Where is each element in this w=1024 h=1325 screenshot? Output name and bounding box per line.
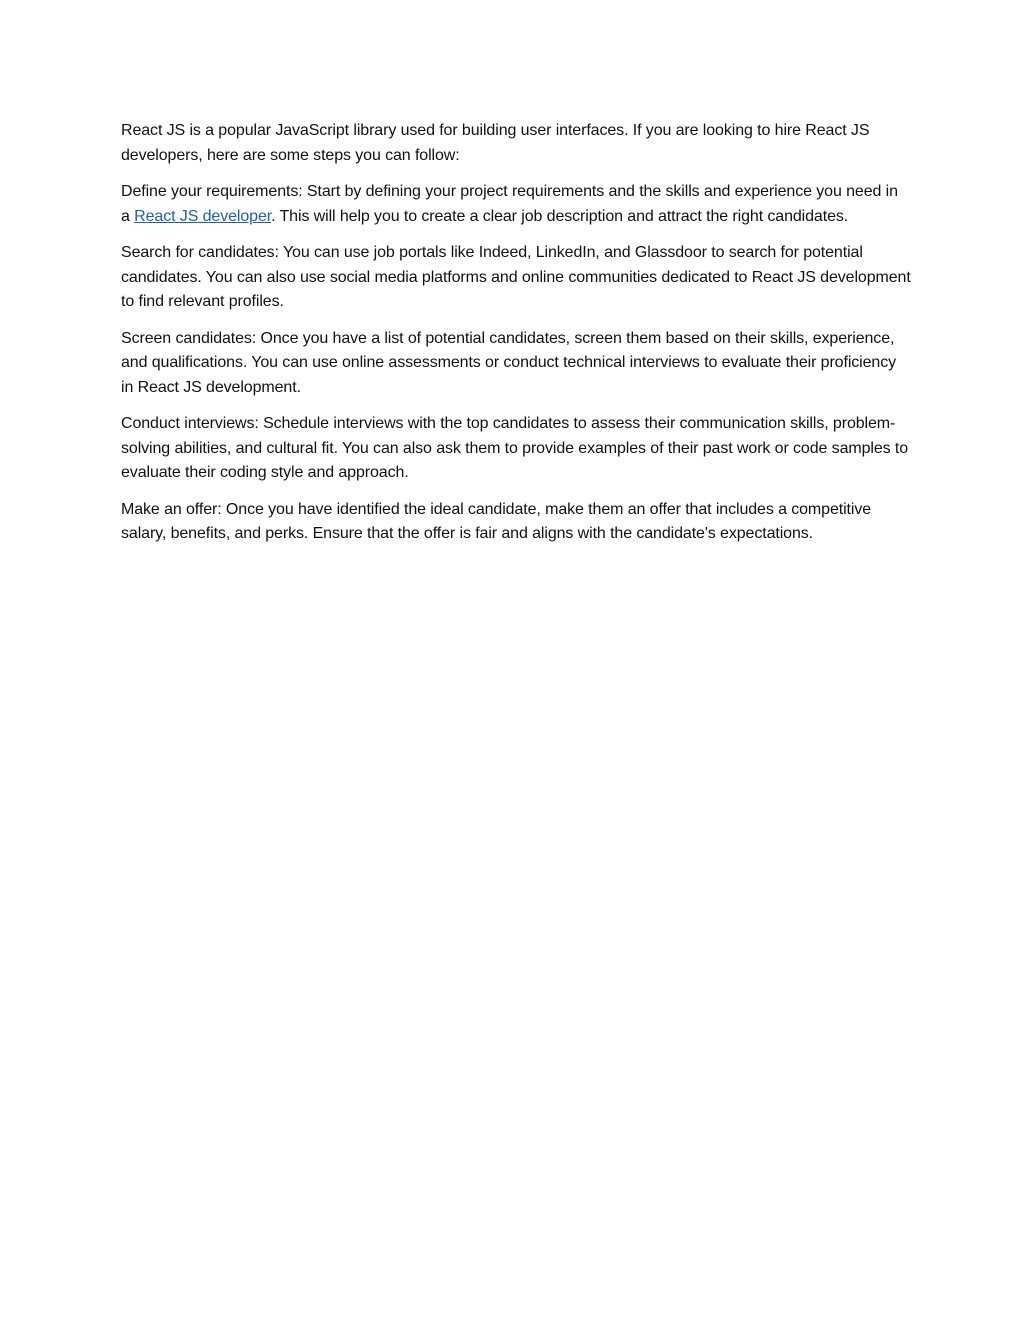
screen-candidates-paragraph: Screen candidates: Once you have a list of potential candidates, screen them based on their skills, experience, and qualifications. You can use online assessments or conduct technical interviews to evaluate their proficiency in React JS development. [121,329,897,396]
define-requirements-paragraph [121,180,911,229]
conduct-interviews-paragraph: Conduct interviews: Schedule interviews with the top candidates to assess their communication skills, problem-solving abilities, and cultural fit. You can also ask them to provide examples of their past work or code samples to evaluate their coding style and approach. [121,415,909,481]
intro-paragraph: React JS is a popular JavaScript library used for building user interfaces. If you are looking to hire React JS developers, here are some steps you can follow: [121,122,870,164]
search-candidates-paragraph: Search for candidates: You can use job portals like Indeed, LinkedIn, and Glassdoor to search for potential candidates. You can also use social media platforms and online communities dedicated to React JS development to find relevant profiles. [121,244,911,310]
document-body [121,119,911,559]
react-js-developer-link[interactable]: React JS developer [134,207,272,225]
make-offer-paragraph: Make an offer: Once you have identified the ideal candidate, make them an offer that includes a competitive salary, benefits, and perks. Ensure that the offer is fair and aligns with the candidate's expectations. [121,500,872,542]
define-requirements-text: Define your requirements: Start by defining your project requirements and the skills and experience you need in a [121,183,898,225]
define-requirements-text-end: . This will help you to create a clear job description and attract the right candidates. [271,207,849,225]
